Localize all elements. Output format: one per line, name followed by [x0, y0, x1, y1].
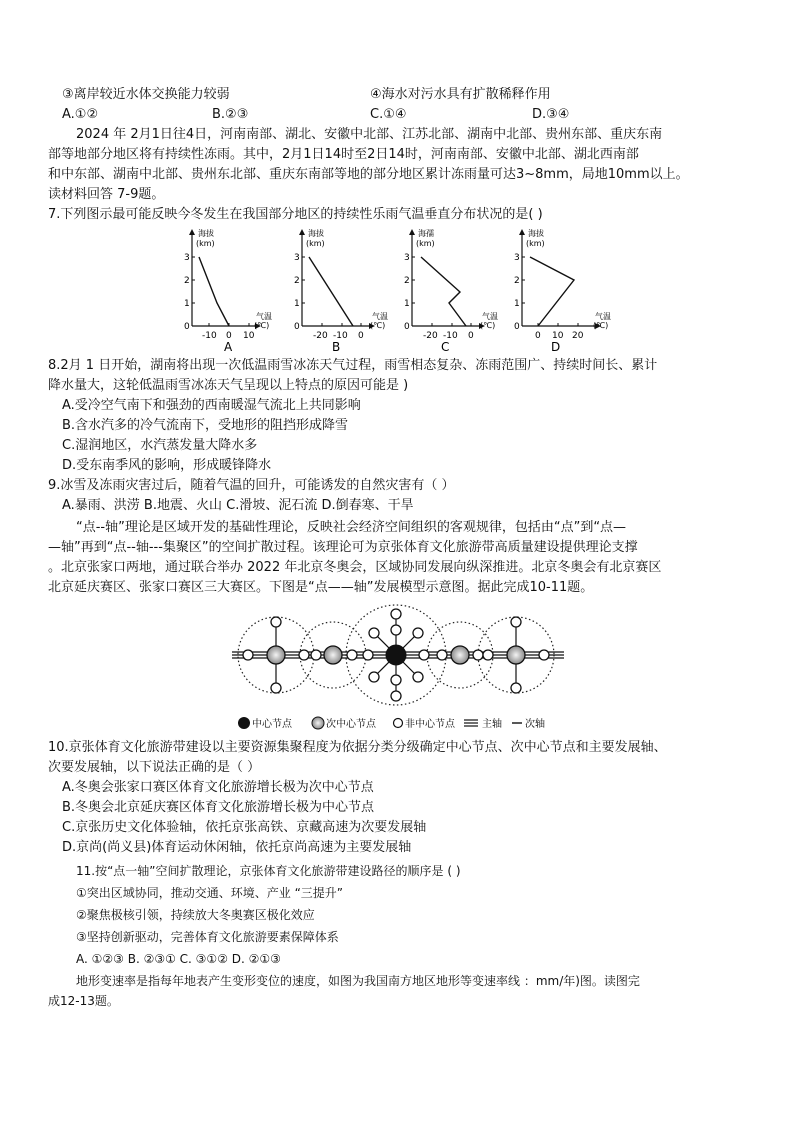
q7-charts	[150, 224, 620, 352]
chart-a-ytick-1: 1	[184, 299, 190, 309]
chart-d-xlabel: 气温	[595, 312, 611, 321]
chart-d-ytick-3: 3	[514, 253, 520, 263]
legend-main-axis: 主轴	[482, 719, 502, 730]
q11-options: A. ①②③ B. ②③① C. ③①② D. ②①③	[76, 952, 281, 966]
chart-d-ylabel: 海拔	[528, 229, 544, 238]
chart-b-label: B	[332, 340, 341, 352]
q11-stem: 11.按“点一轴”空间扩散理论，京张体育文化旅游带建设路径的顺序是 ( )	[76, 864, 461, 878]
chart-c-xtick-1: -10	[443, 331, 458, 341]
chart-a	[184, 228, 272, 352]
legend-sub-center-swatch	[312, 717, 324, 729]
q10-option-c: C.京张历史文化体验轴，依托京张高铁、京藏高速为次要发展轴	[62, 820, 427, 835]
chart-b-ylabel: 海拔	[308, 229, 324, 238]
q10-stem-line1: 10.京张体育文化旅游带建设以主要资源集聚程度为依据分类分级确定中心节点、次中心节点和主要发展轴、	[48, 740, 667, 755]
legend-center: 中心节点	[252, 719, 292, 730]
material2-line3: 。北京张家口两地，通过联合举办 2022 年北京冬奥会，区域协同发展向纵深推进。北京冬奥会有北京赛区	[48, 560, 662, 575]
q7-stem: 7.下列图示最可能反映今冬发生在我国部分地区的持续性乐雨气温垂直分布状况的是( )	[48, 207, 543, 222]
material2-line2: —轴”再到“点--轴---集聚区”的空间扩散过程。该理论可为京张体育文化旅游带高质量建设提供理论支撑	[48, 540, 638, 555]
choice-d: D.③④	[532, 107, 570, 122]
chart-c-label: C	[441, 340, 450, 352]
chart-d-ytick-1: 1	[514, 299, 520, 309]
chart-c-yunit: (km)	[416, 239, 435, 248]
chart-d-ytick-2: 2	[514, 276, 520, 286]
chart-a-yunit: (km)	[196, 239, 215, 248]
chart-b-xtick-2: 0	[358, 331, 364, 341]
chart-d-yunit: (km)	[526, 239, 545, 248]
legend-non-center: 非中心节点	[405, 719, 455, 730]
chart-c-xunit: (℃)	[480, 321, 496, 330]
q8-option-b: B.含水汽多的冷气流南下，受地形的阻挡形成降雪	[62, 418, 349, 433]
legend-main-axis-swatch	[464, 720, 478, 726]
material3-line1: 地形变速率是指每年地表产生变形变位的速度，如图为我国南方地区地形等变速率线 ：mm/年)图。读图完	[76, 974, 640, 988]
chart-d-xunit: (℃)	[593, 321, 609, 330]
q11-item-2: ②聚焦极核引领，持续放大冬奥赛区极化效应	[76, 908, 315, 922]
material3-line2: 成12-13题。	[48, 994, 119, 1008]
chart-b	[294, 228, 388, 352]
q11-item-1: ①突出区域协同，推动交通、环境、产业 “三提升”	[76, 886, 344, 900]
chart-b-ytick-2: 2	[294, 276, 300, 286]
chart-b-yunit: (km)	[306, 239, 325, 248]
chart-a-ytick-3: 3	[184, 253, 190, 263]
q8-option-d: D.受东南季风的影响，形成暖锋降水	[62, 458, 272, 473]
option-4-text: ④海水对污水具有扩散稀释作用	[370, 87, 551, 102]
chart-b-xunit: (℃)	[370, 321, 386, 330]
chart-a-ylabel: 海拔	[198, 229, 214, 238]
chart-b-ytick-0: 0	[294, 322, 300, 332]
q11-item-3: ③坚持创新驱动，完善体育文化旅游要素保障体系	[76, 930, 339, 944]
q8-option-c: C.湿润地区，水汽蒸发量大降水多	[62, 438, 258, 453]
chart-c-xtick-2: 0	[468, 331, 474, 341]
q10-option-a: A.冬奥会张家口赛区体育文化旅游增长极为次中心节点	[62, 780, 374, 795]
q10-option-d: D.京尚(尚义县)体育运动休闲轴，依托京尚高速为主要发展轴	[62, 840, 412, 855]
legend-sub-axis: 次轴	[525, 719, 545, 730]
choice-c: C.①④	[370, 107, 407, 122]
chart-a-xtick-0: -10	[202, 331, 217, 341]
q9-options: A.暴雨、洪涝 B.地震、火山 C.滑坡、泥石流 D.倒春寒、干旱	[62, 498, 414, 513]
chart-b-xtick-0: -20	[313, 331, 328, 341]
q8-stem-line2: 降水量大，这轮低温雨雪冰冻天气呈现以上特点的原因可能是 )	[48, 378, 409, 393]
chart-a-xtick-2: 10	[243, 331, 255, 341]
chart-b-ytick-1: 1	[294, 299, 300, 309]
q10-option-b: B.冬奥会北京延庆赛区体育文化旅游增长极为中心节点	[62, 800, 375, 815]
chart-c-ylabel: 海孺	[418, 229, 434, 238]
diagram-legend	[238, 717, 545, 730]
chart-d-xtick-2: 20	[572, 331, 584, 341]
chart-b-xtick-1: -10	[333, 331, 348, 341]
chart-a-label: A	[224, 340, 233, 352]
material1-line3: 和中东部、湖南中北部、贵州东北部、重庆东南部等地的部分地区累计冻雨量可达3~8mm，局地10mm以上。	[48, 167, 689, 182]
chart-c-ytick-0: 0	[404, 322, 410, 332]
center-node	[386, 645, 406, 665]
chart-a-ytick-2: 2	[184, 276, 190, 286]
legend-non-center-swatch	[394, 719, 403, 728]
chart-d-ytick-0: 0	[514, 322, 520, 332]
legend-sub-center: 次中心节点	[326, 719, 376, 730]
chart-b-curve	[309, 257, 353, 326]
chart-d-curve	[530, 257, 574, 326]
chart-a-xunit: (℃)	[254, 321, 270, 330]
chart-c-xlabel: 气温	[482, 312, 498, 321]
q8-option-a: A.受冷空气南下和强劲的西南暖湿气流北上共同影响	[62, 398, 361, 413]
chart-a-xlabel: 气温	[256, 312, 272, 321]
material1-line4: 读材料回答 7-9题。	[48, 187, 165, 202]
chart-d-label: D	[551, 340, 561, 352]
chart-c-curve	[421, 257, 466, 326]
point-axis-diagram	[228, 600, 568, 736]
chart-b-ytick-3: 3	[294, 253, 300, 263]
choice-b: B.②③	[212, 107, 249, 122]
q10-stem-line2: 次要发展轴，以下说法正确的是（ ）	[48, 760, 261, 775]
material2-line4: 北京延庆赛区、张家口赛区三大赛区。下图是“点——轴”发展模型示意图。据此完成10-11题。	[48, 580, 594, 595]
chart-a-curve	[199, 257, 229, 326]
chart-a-xtick-1: 0	[226, 331, 232, 341]
chart-b-xlabel: 气温	[372, 312, 388, 321]
material1-line1: 2024 年 2月1日往4日，河南南部、湖北、安徽中北部、江苏北部、湖南中北部、贵州东部、重庆东南	[76, 127, 663, 142]
chart-c-ytick-2: 2	[404, 276, 410, 286]
option-3-text: ③离岸较近水体交换能力较弱	[62, 87, 230, 102]
chart-c	[404, 228, 498, 352]
q8-stem-line1: 8.2月 1 日开始，湖南将出现一次低温雨雪冰冻天气过程，雨雪相态复杂、冻雨范围广、持续时间长、累计	[48, 358, 658, 373]
chart-a-ytick-0: 0	[184, 322, 190, 332]
chart-d-xtick-0: 0	[535, 331, 541, 341]
chart-c-ytick-1: 1	[404, 299, 410, 309]
legend-center-swatch	[238, 717, 250, 729]
material1-line2: 部等地部分地区将有持续性冻雨。其中，2月1日14时至2日14时，河南南部、安徽中北部、湖北西南部	[48, 147, 639, 162]
chart-c-xtick-0: -20	[423, 331, 438, 341]
chart-d	[514, 228, 611, 352]
material2-line1: “点--轴”理论是区域开发的基础性理论，反映社会经济空间组织的客观规律，包括由“点”到“点—	[76, 520, 627, 535]
chart-d-xtick-1: 10	[552, 331, 564, 341]
choice-a: A.①②	[62, 107, 99, 122]
chart-c-ytick-3: 3	[404, 253, 410, 263]
q9-stem: 9.冰雪及冻雨灾害过后，随着气温的回升，可能诱发的自然灾害有（ ）	[48, 478, 455, 493]
